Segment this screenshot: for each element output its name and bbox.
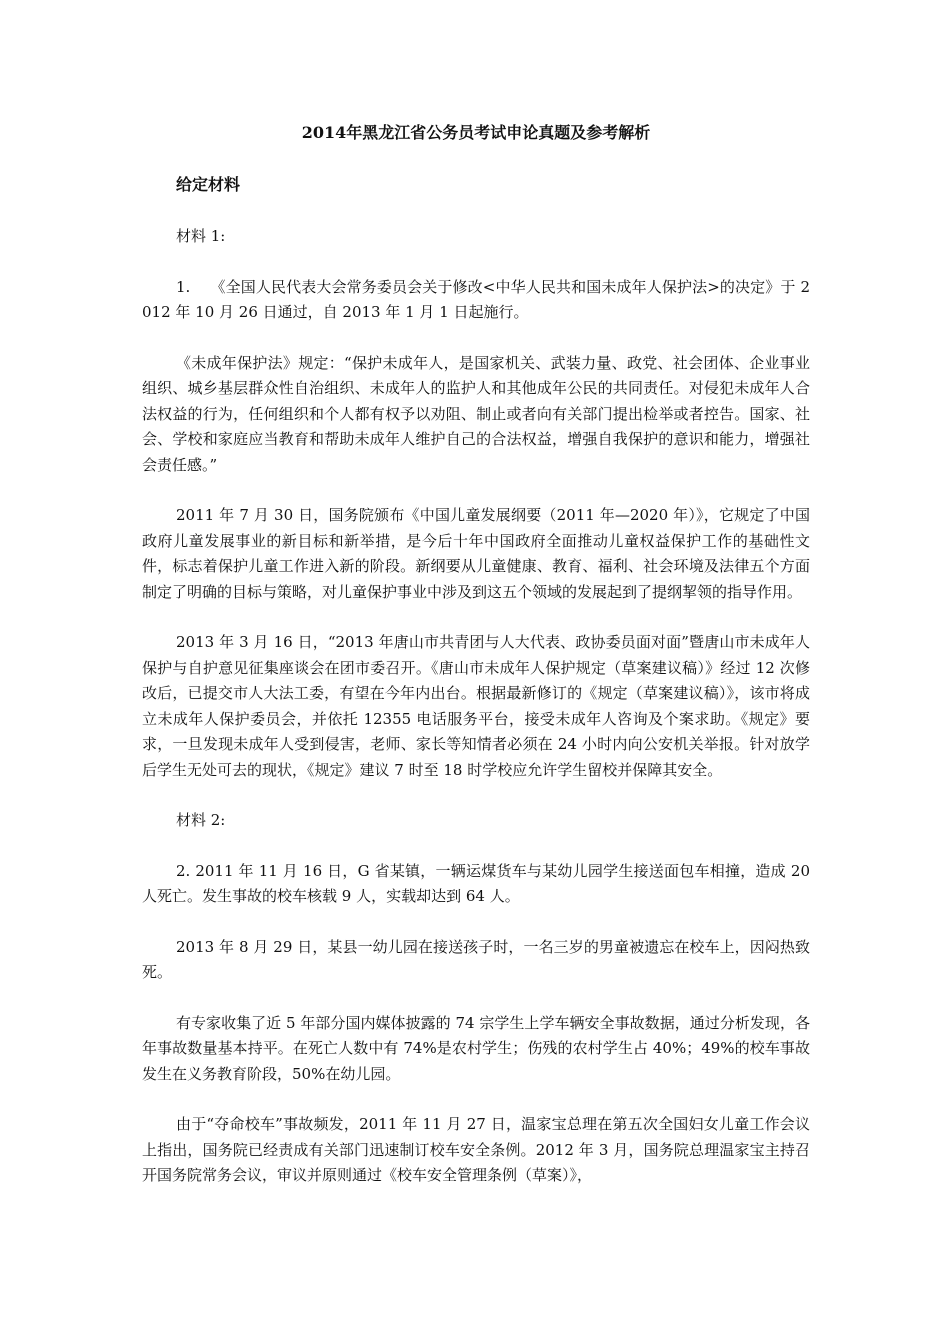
section-heading: 给定材料 (176, 175, 241, 194)
paragraph: 2. 2011 年 11 月 16 日，G 省某镇，一辆运煤货车与某幼儿园学生接送面包车相撞，造成 20 人死亡。发生事故的校车核载 9 人，实载却达到 64 人。 (142, 861, 810, 905)
paragraph: 有专家收集了近 5 年部分国内媒体披露的 74 宗学生上学车辆安全事故数据，通过分析发现，各年事故数量基本持平。在死亡人数中有 74%是农村学生；伤残的农村学生占 40%；49%的校车事故发生在义务教育阶段，50%在幼儿园。 (142, 1013, 810, 1083)
paragraph: 由于“夺命校车”事故频发，2011 年 11 月 27 日，温家宝总理在第五次全国妇女儿童工作会议上指出，国务院已经责成有关部门迅速制订校车安全条例。2012 年 3 月，国务院总理温家宝主持召开国务院常务会议，审议并原则通过《校车安全管理条例（草案）》， (142, 1115, 810, 1184)
paragraph: 2011 年 7 月 30 日，国务院颁布《中国儿童发展纲要（2011 年—2020 年）》，它规定了中国政府儿童发展事业的新目标和新举措，是今后十年中国政府全面推动儿童权益保护工作的基础性文件，标志着保护儿童工作进入新的阶段。新纲要从儿童健康、教育、福利、社会环境及法律五个方面制定了明确的目标与策略，对儿童保护事业中涉及到这五个领域的发展起到了提纲挈领的指导作用。 (142, 506, 810, 601)
document-page (142, 120, 810, 1214)
paragraph: 2013 年 3 月 16 日，“2013 年唐山市共青团与人大代表、政协委员面对面”暨唐山市未成年人保护与自护意见征集座谈会在团市委召开。《唐山市未成年人保护规定（草案建议稿）》经过 12 次修改后，已提交市人大法工委，有望在今年内出台。根据最新修订的《规定（草案建议稿）》，该市将成立未成年人保护委员会，并依托 12355 电话服务平台，接受未成年人咨询及个案求助。《规定》要求，一旦发现未成年人受到侵害，老师、家长等知情者必须在 24 小时内向公安机关举报。针对放学后学生无处可去的现状，《规定》建议 7 时至 18 时学校应允许学生留校并保障其安全。 (142, 633, 810, 779)
paragraph: 2013 年 8 月 29 日，某县一幼儿园在接送孩子时，一名三岁的男童被遗忘在校车上，因闷热致死。 (142, 937, 810, 981)
paragraph: 1. 《全国人民代表大会常务委员会关于修改<中华人民共和国未成年人保护法>的决定》于 2012 年 10 月 26 日通过，自 2013 年 1 月 1 日起施行。 (142, 277, 810, 321)
paragraph: 《未成年保护法》规定：“保护未成年人，是国家机关、武装力量、政党、社会团体、企业事业组织、城乡基层群众性自治组织、未成年人的监护人和其他成年公民的共同责任。对侵犯未成年人合法权益的行为，任何组织和个人都有权予以劝阻、制止或者向有关部门提出检举或者控告。国家、社会、学校和家庭应当教育和帮助未成年人维护自己的合法权益，增强自我保护的意识和能力，增强社会责任感。” (142, 353, 810, 474)
material-1-label: 材料 1: (176, 227, 226, 245)
document-title: 2014年黑龙江省公务员考试申论真题及参考解析 (301, 123, 651, 142)
material-2-label: 材料 2: (176, 811, 226, 829)
